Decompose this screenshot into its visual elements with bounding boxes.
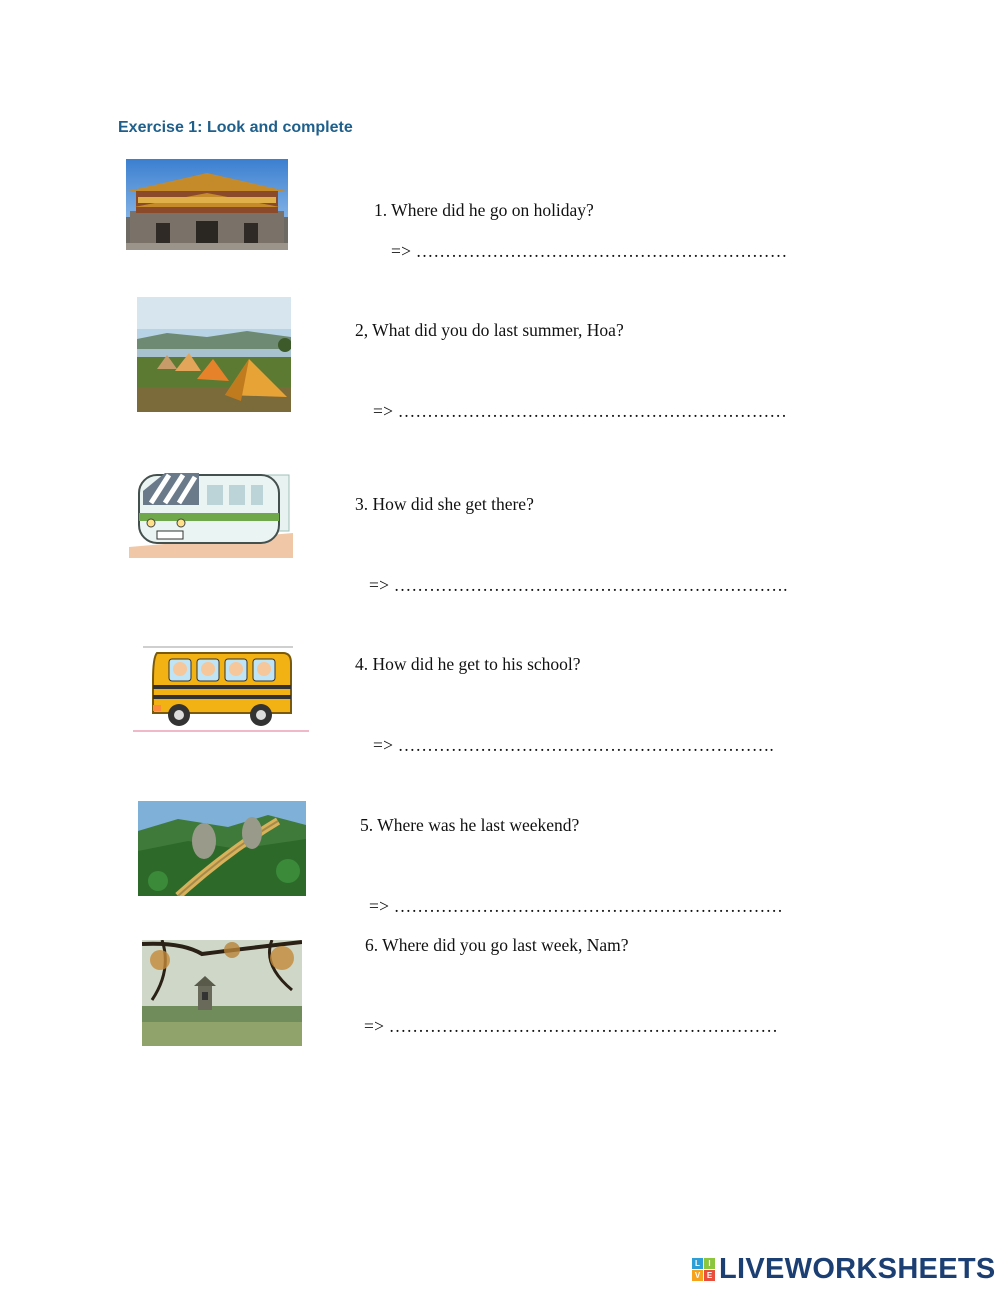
question-1: 1. Where did he go on holiday? [374,200,594,220]
logo-mark-icon [692,1258,715,1281]
liveworksheets-logo [692,1254,996,1284]
logo-text: LIVEWORKSHEETS [719,1252,996,1285]
camping-tents-image [137,297,291,412]
answer-line-2[interactable]: => ………………………………………………………… [373,401,788,421]
lake-tower-image [142,940,302,1046]
question-6: 6. Where did you go last week, Nam? [365,935,629,955]
exercise-title: Exercise 1: Look and complete [118,119,353,136]
question-3: 3. How did she get there? [355,494,534,514]
school-bus-image [133,645,309,733]
answer-line-3[interactable]: => …………………………………………………………. [369,575,788,595]
logo-mark-e: E [704,1270,715,1281]
train-image [129,463,293,558]
answer-line-1[interactable]: => ……………………………………………………… [391,241,788,261]
logo-mark-l: L [692,1258,703,1269]
question-2: 2, What did you do last summer, Hoa? [355,320,624,340]
logo-mark-i: I [704,1258,715,1269]
answer-line-4[interactable]: => ………………………………………………………. [373,735,774,755]
question-5: 5. Where was he last weekend? [360,815,580,835]
logo-mark-v: V [692,1270,703,1281]
question-4: 4. How did he get to his school? [355,654,581,674]
citadel-gate-image [126,159,288,250]
golden-bridge-image [138,801,306,896]
answer-line-6[interactable]: => ………………………………………………………… [364,1016,779,1036]
answer-line-5[interactable]: => ………………………………………………………… [369,896,784,916]
